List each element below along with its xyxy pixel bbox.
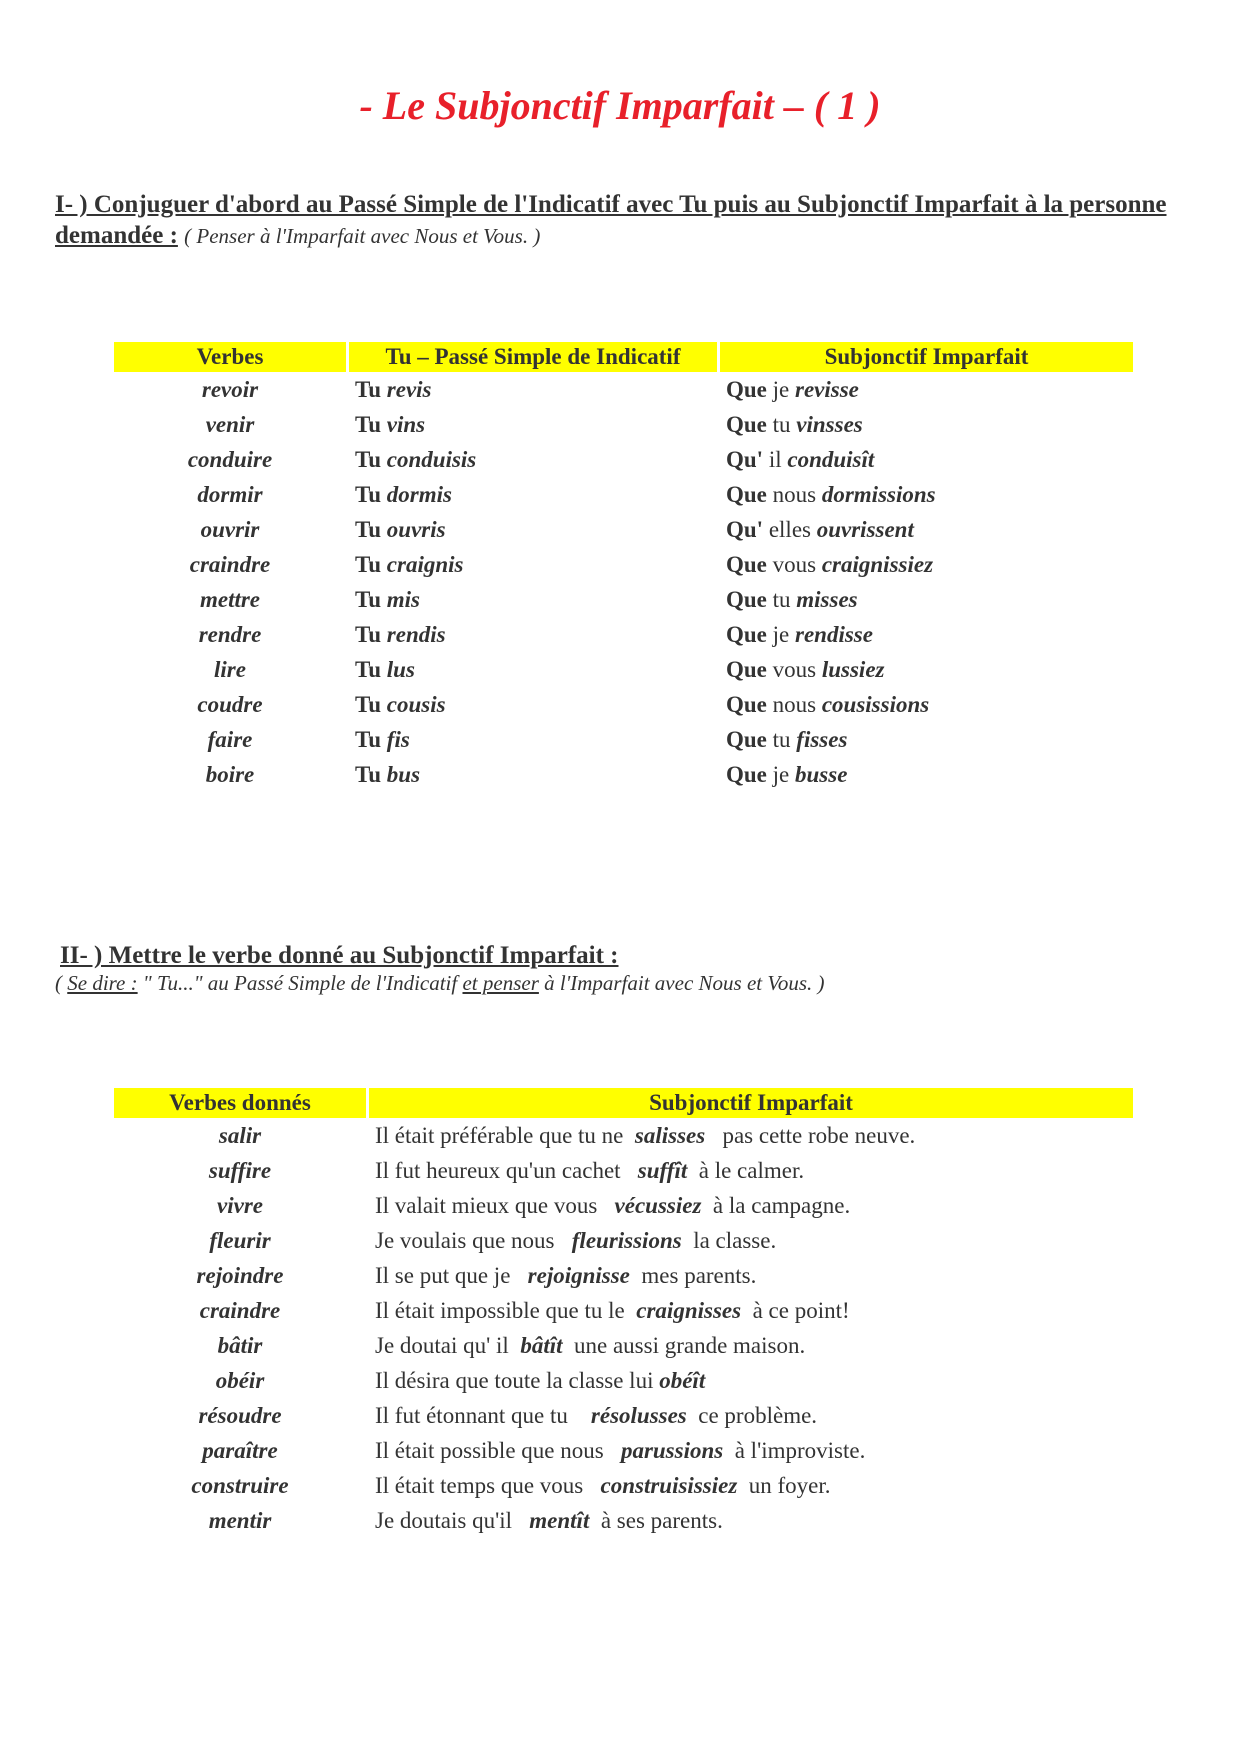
verb-cell: vivre xyxy=(217,1192,263,1218)
pronoun-tu: Tu xyxy=(355,446,382,472)
pronoun: nous xyxy=(772,481,817,507)
subjonctif-form: obéît xyxy=(659,1367,706,1393)
pronoun-tu: Tu xyxy=(355,621,382,647)
table-row xyxy=(114,722,1133,757)
sentence-before: Il était possible que nous xyxy=(375,1437,621,1463)
subjonctif-form: misses xyxy=(796,586,858,612)
sentence-after: à le calmer. xyxy=(687,1157,805,1183)
passe-simple-cell xyxy=(349,477,717,512)
subjonctif-cell xyxy=(720,652,1133,687)
passe-simple-cell xyxy=(349,617,717,652)
subjonctif-form: ouvrissent xyxy=(816,516,914,542)
pronoun: vous xyxy=(772,656,817,682)
subjonctif-form: rendisse xyxy=(795,621,873,647)
verb-cell: coudre xyxy=(197,691,263,717)
pronoun: je xyxy=(772,621,790,647)
sentence-after: à ce point! xyxy=(741,1297,850,1323)
pronoun: elles xyxy=(768,516,811,542)
sentence-after: un foyer. xyxy=(737,1472,831,1498)
passe-simple-cell xyxy=(349,582,717,617)
header-verbes: Verbes xyxy=(114,342,346,372)
table-row xyxy=(114,1153,1133,1188)
sentence-cell xyxy=(369,1118,1133,1153)
header-passe-simple: Tu – Passé Simple de Indicatif xyxy=(349,342,717,372)
passe-simple-form: fis xyxy=(386,726,410,752)
subjonctif-cell xyxy=(720,442,1133,477)
note-part: " Tu..." au Passé Simple de l'Indicatif xyxy=(137,971,463,995)
sentence-before: Je voulais que nous xyxy=(375,1227,572,1253)
subjonctif-form: bâtît xyxy=(520,1332,563,1358)
pronoun: vous xyxy=(772,551,817,577)
verb-cell: lire xyxy=(214,656,246,682)
table-row xyxy=(114,1468,1133,1503)
subjonctif-cell xyxy=(720,407,1133,442)
sentence-cell xyxy=(369,1328,1133,1363)
passe-simple-cell xyxy=(349,722,717,757)
pronoun: nous xyxy=(772,691,817,717)
verb-cell: salir xyxy=(218,1122,262,1148)
table-row xyxy=(114,1398,1133,1433)
table-row xyxy=(114,372,1133,407)
sentences-table xyxy=(111,1088,1136,1538)
passe-simple-cell xyxy=(349,547,717,582)
table-row xyxy=(114,1293,1133,1328)
sentence-before: Il désira que toute la classe lui xyxy=(375,1367,660,1393)
pronoun-tu: Tu xyxy=(355,726,382,752)
subjonctif-form: construisissiez xyxy=(600,1472,738,1498)
note-part: à l'Imparfait avec Nous et Vous. ) xyxy=(538,971,825,995)
sentence-before: Je doutai qu' il xyxy=(375,1332,521,1358)
passe-simple-form: bus xyxy=(386,761,421,787)
verb-cell: mentir xyxy=(208,1507,272,1533)
sentence-cell xyxy=(369,1293,1133,1328)
que-word: Qu' xyxy=(726,446,764,472)
table-header-row xyxy=(114,342,1133,372)
sentence-after: ce problème. xyxy=(686,1402,818,1428)
subjonctif-cell xyxy=(720,372,1133,407)
section2-heading-text: II- ) Mettre le verbe donné au Subjonctif Imparfait : xyxy=(60,942,619,969)
pronoun: tu xyxy=(772,586,791,612)
sentence-after: à l'improviste. xyxy=(723,1437,866,1463)
subjonctif-cell xyxy=(720,547,1133,582)
passe-simple-form: craignis xyxy=(386,551,464,577)
table-row xyxy=(114,652,1133,687)
table-row xyxy=(114,1433,1133,1468)
sentence-cell xyxy=(369,1258,1133,1293)
pronoun: tu xyxy=(772,726,791,752)
subjonctif-form: mentît xyxy=(529,1507,590,1533)
sentence-cell xyxy=(369,1223,1133,1258)
verb-cell: résoudre xyxy=(198,1402,282,1428)
section1-heading xyxy=(55,189,1205,252)
sentence-after: une aussi grande maison. xyxy=(562,1332,806,1358)
verb-cell: suffire xyxy=(208,1157,272,1183)
verb-cell: conduire xyxy=(187,446,273,472)
pronoun: je xyxy=(772,761,790,787)
passe-simple-form: revis xyxy=(386,376,432,402)
verb-cell: faire xyxy=(207,726,253,752)
subjonctif-cell xyxy=(720,512,1133,547)
sentence-cell xyxy=(369,1503,1133,1538)
passe-simple-cell xyxy=(349,512,717,547)
verb-cell: mettre xyxy=(199,586,261,612)
subjonctif-form: revisse xyxy=(795,376,859,402)
passe-simple-cell xyxy=(349,407,717,442)
subjonctif-form: vécussiez xyxy=(614,1192,702,1218)
sentence-before: Il était préférable que tu ne xyxy=(375,1122,635,1148)
verb-cell: rejoindre xyxy=(196,1262,284,1288)
subjonctif-form: fleurissions xyxy=(571,1227,682,1253)
verb-cell: bâtir xyxy=(217,1332,263,1358)
verb-cell: revoir xyxy=(201,376,259,402)
passe-simple-form: rendis xyxy=(386,621,446,647)
header-subjonctif: Subjonctif Imparfait xyxy=(369,1088,1133,1118)
pronoun: je xyxy=(772,376,790,402)
subjonctif-form: craignissiez xyxy=(821,551,934,577)
verb-cell: rendre xyxy=(198,621,262,647)
verb-cell: craindre xyxy=(199,1297,281,1323)
pronoun-tu: Tu xyxy=(355,761,382,787)
table-row xyxy=(114,1118,1133,1153)
passe-simple-cell xyxy=(349,442,717,477)
subjonctif-form: salisses xyxy=(634,1122,706,1148)
pronoun: il xyxy=(768,446,782,472)
sentence-after: à ses parents. xyxy=(589,1507,723,1533)
sentence-after: pas cette robe neuve. xyxy=(705,1122,916,1148)
subjonctif-form: fisses xyxy=(796,726,848,752)
header-verbes-donnes: Verbes donnés xyxy=(114,1088,366,1118)
verb-cell: obéir xyxy=(215,1367,265,1393)
section1-heading-text: I- ) Conjuguer d'abord au Passé Simple de l'Indicatif avec Tu puis au Subjonctif Imparfait à la personne demandée : xyxy=(55,191,1167,249)
verb-cell: craindre xyxy=(189,551,271,577)
que-word: Que xyxy=(726,481,767,507)
que-word: Que xyxy=(726,586,767,612)
pronoun-tu: Tu xyxy=(355,516,382,542)
sentence-cell xyxy=(369,1188,1133,1223)
sentence-cell xyxy=(369,1468,1133,1503)
que-word: Que xyxy=(726,376,767,402)
section2-heading xyxy=(60,940,1210,971)
table-row xyxy=(114,1258,1133,1293)
que-word: Que xyxy=(726,621,767,647)
passe-simple-form: dormis xyxy=(386,481,452,507)
passe-simple-cell xyxy=(349,757,717,792)
table-row xyxy=(114,512,1133,547)
verb-cell: dormir xyxy=(197,481,263,507)
subjonctif-cell xyxy=(720,687,1133,722)
subjonctif-form: craignisses xyxy=(636,1297,742,1323)
note-underlined: Se dire : xyxy=(67,971,138,995)
pronoun-tu: Tu xyxy=(355,376,382,402)
verb-cell: fleurir xyxy=(209,1227,271,1253)
passe-simple-form: lus xyxy=(386,656,415,682)
table-row xyxy=(114,687,1133,722)
subjonctif-cell xyxy=(720,757,1133,792)
sentence-before: Il était impossible que tu le xyxy=(375,1297,637,1323)
subjonctif-form: conduisît xyxy=(787,446,875,472)
table-row xyxy=(114,1363,1133,1398)
section2-note xyxy=(55,971,1205,996)
pronoun-tu: Tu xyxy=(355,481,382,507)
section1-note: ( Penser à l'Imparfait avec Nous et Vous. ) xyxy=(184,224,541,248)
sentence-before: Il se put que je xyxy=(375,1262,528,1288)
que-word: Qu' xyxy=(726,516,764,542)
table-row xyxy=(114,407,1133,442)
que-word: Que xyxy=(726,761,767,787)
page-title: - Le Subjonctif Imparfait – ( 1 ) xyxy=(359,83,881,128)
table-row xyxy=(114,1188,1133,1223)
sentence-before: Il fut heureux qu'un cachet xyxy=(375,1157,638,1183)
passe-simple-form: vins xyxy=(386,411,426,437)
pronoun-tu: Tu xyxy=(355,656,382,682)
sentence-before: Il fut étonnant que tu xyxy=(375,1402,591,1428)
table-row xyxy=(114,442,1133,477)
header-subjonctif: Subjonctif Imparfait xyxy=(720,342,1133,372)
passe-simple-form: mis xyxy=(386,586,421,612)
passe-simple-cell xyxy=(349,372,717,407)
sentence-before: Il était temps que vous xyxy=(375,1472,601,1498)
subjonctif-form: parussions xyxy=(620,1437,724,1463)
subjonctif-form: cousissions xyxy=(821,691,930,717)
table-row xyxy=(114,477,1133,512)
sentence-cell xyxy=(369,1398,1133,1433)
subjonctif-form: rejoignisse xyxy=(527,1262,630,1288)
table-row xyxy=(114,617,1133,652)
sentence-before: Il valait mieux que vous xyxy=(375,1192,615,1218)
passe-simple-form: cousis xyxy=(386,691,446,717)
passe-simple-form: ouvris xyxy=(386,516,446,542)
verb-cell: ouvrir xyxy=(200,516,260,542)
subjonctif-form: lussiez xyxy=(821,656,885,682)
table-row xyxy=(114,1503,1133,1538)
subjonctif-form: résolusses xyxy=(590,1402,687,1428)
subjonctif-form: busse xyxy=(795,761,848,787)
subjonctif-form: vinsses xyxy=(796,411,863,437)
verb-cell: construire xyxy=(191,1472,289,1498)
subjonctif-cell xyxy=(720,582,1133,617)
table-row xyxy=(114,757,1133,792)
table-header-row xyxy=(114,1088,1133,1118)
sentence-before: Je doutais qu'il xyxy=(375,1507,530,1533)
subjonctif-cell xyxy=(720,617,1133,652)
pronoun-tu: Tu xyxy=(355,551,382,577)
passe-simple-form: conduisis xyxy=(386,446,477,472)
verb-cell: venir xyxy=(205,411,255,437)
verb-cell: boire xyxy=(205,761,255,787)
note-underlined: et penser xyxy=(462,971,539,995)
pronoun-tu: Tu xyxy=(355,586,382,612)
passe-simple-cell xyxy=(349,652,717,687)
sentence-cell xyxy=(369,1153,1133,1188)
que-word: Que xyxy=(726,411,767,437)
sentence-after: à la campagne. xyxy=(701,1192,851,1218)
subjonctif-form: dormissions xyxy=(821,481,936,507)
subjonctif-cell xyxy=(720,477,1133,512)
que-word: Que xyxy=(726,551,767,577)
passe-simple-cell xyxy=(349,687,717,722)
conjugation-table xyxy=(111,342,1136,792)
pronoun-tu: Tu xyxy=(355,691,382,717)
sentence-after: mes parents. xyxy=(629,1262,757,1288)
pronoun-tu: Tu xyxy=(355,411,382,437)
table-row xyxy=(114,582,1133,617)
table-row xyxy=(114,1223,1133,1258)
table-row xyxy=(114,1328,1133,1363)
sentence-cell xyxy=(369,1363,1133,1398)
table-row xyxy=(114,547,1133,582)
note-part: ( xyxy=(55,971,68,995)
sentence-after: la classe. xyxy=(681,1227,777,1253)
sentence-cell xyxy=(369,1433,1133,1468)
que-word: Que xyxy=(726,691,767,717)
que-word: Que xyxy=(726,726,767,752)
subjonctif-cell xyxy=(720,722,1133,757)
que-word: Que xyxy=(726,656,767,682)
subjonctif-form: suffît xyxy=(637,1157,688,1183)
pronoun: tu xyxy=(772,411,791,437)
verb-cell: paraître xyxy=(202,1437,278,1463)
